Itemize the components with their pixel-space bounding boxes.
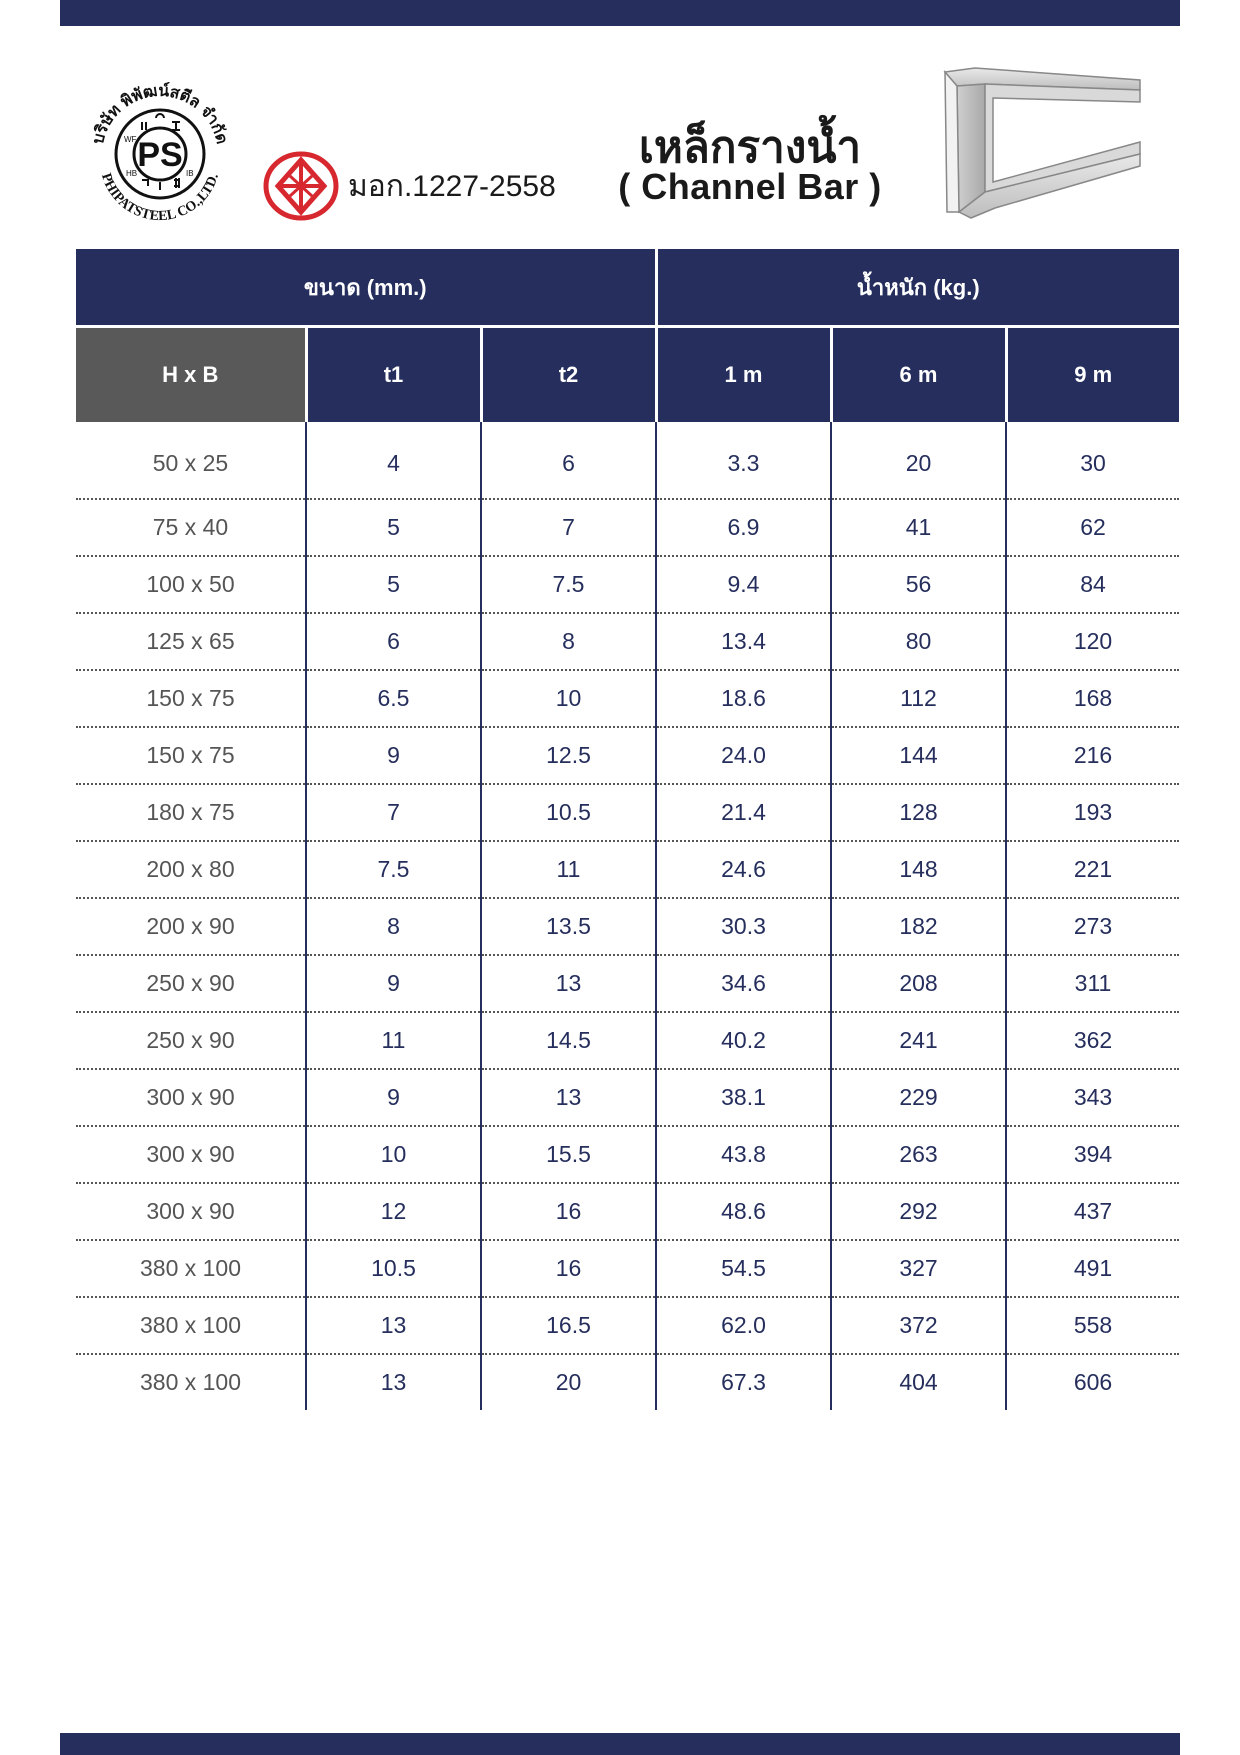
cell-hxb: 125 x 65 xyxy=(76,613,306,670)
cell-weight-6m: 263 xyxy=(831,1126,1006,1183)
cell-weight-1m: 43.8 xyxy=(656,1126,831,1183)
cell-t2: 12.5 xyxy=(481,727,656,784)
cell-t1: 13 xyxy=(306,1354,481,1410)
cell-t2: 7.5 xyxy=(481,556,656,613)
cell-hxb: 180 x 75 xyxy=(76,784,306,841)
cell-weight-6m: 182 xyxy=(831,898,1006,955)
cell-weight-6m: 144 xyxy=(831,727,1006,784)
cell-t2: 6 xyxy=(481,422,656,499)
cell-weight-9m: 193 xyxy=(1006,784,1179,841)
cell-weight-1m: 48.6 xyxy=(656,1183,831,1240)
cell-weight-9m: 491 xyxy=(1006,1240,1179,1297)
cell-weight-1m: 40.2 xyxy=(656,1012,831,1069)
cell-t2: 8 xyxy=(481,613,656,670)
column-header-1m: 1 m xyxy=(656,327,831,423)
cell-weight-1m: 24.6 xyxy=(656,841,831,898)
column-header-9m: 9 m xyxy=(1006,327,1179,423)
cell-t2: 16 xyxy=(481,1183,656,1240)
cell-t1: 9 xyxy=(306,955,481,1012)
cell-hxb: 380 x 100 xyxy=(76,1297,306,1354)
column-header-t1: t1 xyxy=(306,327,481,423)
cell-hxb: 380 x 100 xyxy=(76,1240,306,1297)
table-row xyxy=(76,1354,1179,1410)
cell-weight-6m: 148 xyxy=(831,841,1006,898)
cell-weight-9m: 120 xyxy=(1006,613,1179,670)
tis-certification-mark-icon xyxy=(262,150,340,222)
seal-thai-name: บริษัท พิพัฒน์สตีล จำกัด xyxy=(89,82,231,146)
cell-t1: 7 xyxy=(306,784,481,841)
cell-weight-9m: 216 xyxy=(1006,727,1179,784)
cell-t1: 9 xyxy=(306,1069,481,1126)
cell-t1: 10.5 xyxy=(306,1240,481,1297)
cell-weight-9m: 84 xyxy=(1006,556,1179,613)
cell-t1: 5 xyxy=(306,499,481,556)
table-row xyxy=(76,784,1179,841)
seal-english-name: PHIPATSTEEL CO.,LTD. xyxy=(97,171,222,225)
cell-hxb: 150 x 75 xyxy=(76,727,306,784)
cell-weight-1m: 38.1 xyxy=(656,1069,831,1126)
cell-weight-1m: 24.0 xyxy=(656,727,831,784)
cell-weight-9m: 30 xyxy=(1006,422,1179,499)
cell-weight-1m: 13.4 xyxy=(656,613,831,670)
cell-t1: 6.5 xyxy=(306,670,481,727)
cell-weight-6m: 112 xyxy=(831,670,1006,727)
table-row xyxy=(76,499,1179,556)
cell-t1: 12 xyxy=(306,1183,481,1240)
group-header-size: ขนาด (mm.) xyxy=(76,249,656,327)
table-row xyxy=(76,613,1179,670)
group-header-weight: น้ำหนัก (kg.) xyxy=(656,249,1179,327)
cell-weight-6m: 372 xyxy=(831,1297,1006,1354)
table-row xyxy=(76,1012,1179,1069)
cell-weight-9m: 606 xyxy=(1073,1369,1113,1395)
spec-table xyxy=(76,249,1179,1410)
cell-weight-9m: 62 xyxy=(1006,499,1179,556)
cell-t2: 11 xyxy=(481,841,656,898)
column-header-6m: 6 m xyxy=(831,327,1006,423)
cell-hxb: 75 x 40 xyxy=(76,499,306,556)
svg-text:HB: HB xyxy=(126,169,138,178)
cell-weight-9m: 273 xyxy=(1006,898,1179,955)
cell-weight-6m: 327 xyxy=(831,1240,1006,1297)
table-row xyxy=(76,955,1179,1012)
cell-t1: 4 xyxy=(306,422,481,499)
cell-weight-1m: 9.4 xyxy=(656,556,831,613)
cell-weight-9m: 311 xyxy=(1006,955,1179,1012)
cell-weight-6m: 41 xyxy=(831,499,1006,556)
cell-weight-1m: 34.6 xyxy=(656,955,831,1012)
table-row xyxy=(76,1069,1179,1126)
cell-weight-6m: 20 xyxy=(831,422,1006,499)
cell-t1: 8 xyxy=(306,898,481,955)
cell-weight-6m: 128 xyxy=(831,784,1006,841)
cell-weight-1m: 21.4 xyxy=(656,784,831,841)
tis-standard-label: มอก.1227-2558 xyxy=(348,170,556,203)
cell-weight-6m: 404 xyxy=(831,1354,1006,1410)
table-row xyxy=(76,422,1179,499)
cell-weight-6m: 80 xyxy=(831,613,1006,670)
cell-hxb: 50 x 25 xyxy=(76,422,306,499)
cell-t1: 9 xyxy=(306,727,481,784)
cell-hxb: 300 x 90 xyxy=(76,1183,306,1240)
cell-hxb: 300 x 90 xyxy=(76,1126,306,1183)
cell-hxb: 200 x 90 xyxy=(76,898,306,955)
cell-t2: 10 xyxy=(481,670,656,727)
cell-t1: 10 xyxy=(306,1126,481,1183)
cell-weight-6m: 229 xyxy=(831,1069,1006,1126)
cell-hxb: 380 x 100 xyxy=(76,1354,306,1410)
cell-weight-1m: 54.5 xyxy=(656,1240,831,1297)
cell-weight-9m: 362 xyxy=(1006,1012,1179,1069)
table-row xyxy=(76,727,1179,784)
cell-t1: 13 xyxy=(306,1297,481,1354)
table-row xyxy=(76,898,1179,955)
cell-t2: 13.5 xyxy=(481,898,656,955)
cell-hxb: 250 x 90 xyxy=(76,1012,306,1069)
cell-t1: 6 xyxy=(306,613,481,670)
table-row xyxy=(76,1297,1179,1354)
cell-t2: 14.5 xyxy=(481,1012,656,1069)
cell-weight-1m: 62.0 xyxy=(656,1297,831,1354)
cell-t1: 11 xyxy=(306,1012,481,1069)
column-header-t2: t2 xyxy=(481,327,656,423)
table-row xyxy=(76,670,1179,727)
cell-weight-1m: 67.3 xyxy=(656,1354,831,1410)
table-row xyxy=(76,841,1179,898)
cell-weight-1m: 3.3 xyxy=(656,422,831,499)
cell-weight-9m: 168 xyxy=(1006,670,1179,727)
cell-weight-1m: 18.6 xyxy=(656,670,831,727)
cell-t1: 7.5 xyxy=(306,841,481,898)
title-english: ( Channel Bar ) xyxy=(618,166,882,207)
cell-t2: 13 xyxy=(481,955,656,1012)
cell-hxb: 150 x 75 xyxy=(76,670,306,727)
ps-initials: PS xyxy=(137,136,183,174)
cell-t2: 10.5 xyxy=(481,784,656,841)
title-thai: เหล็กรางน้ำ xyxy=(638,123,862,172)
top-border-bar xyxy=(60,0,1180,26)
cell-weight-6m: 241 xyxy=(831,1012,1006,1069)
cell-t2: 16.5 xyxy=(481,1297,656,1354)
cell-weight-9m: 437 xyxy=(1006,1183,1179,1240)
table-row xyxy=(76,1183,1179,1240)
cell-t2: 16 xyxy=(481,1240,656,1297)
cell-weight-6m: 292 xyxy=(831,1183,1006,1240)
table-row xyxy=(76,1240,1179,1297)
cell-t2: 15.5 xyxy=(481,1126,656,1183)
cell-weight-9m: 343 xyxy=(1006,1069,1179,1126)
cell-t2: 7 xyxy=(481,499,656,556)
cell-hxb: 250 x 90 xyxy=(76,955,306,1012)
cell-weight-9m: 558 xyxy=(1006,1297,1179,1354)
cell-weight-1m: 30.3 xyxy=(656,898,831,955)
bottom-border-bar xyxy=(60,1733,1180,1755)
ps-company-seal-icon xyxy=(80,68,240,232)
cell-hxb: 100 x 50 xyxy=(76,556,306,613)
channel-bar-icon xyxy=(935,62,1147,224)
cell-hxb: 200 x 80 xyxy=(76,841,306,898)
cell-t2: 20 xyxy=(481,1354,656,1410)
cell-t2: 13 xyxy=(481,1069,656,1126)
cell-weight-1m: 6.9 xyxy=(656,499,831,556)
cell-weight-6m: 208 xyxy=(831,955,1006,1012)
cell-hxb: 300 x 90 xyxy=(76,1069,306,1126)
column-header-hxb: H x B xyxy=(76,327,306,423)
table-body xyxy=(76,422,1179,1410)
svg-text:IB: IB xyxy=(186,169,194,178)
cell-weight-9m: 221 xyxy=(1006,841,1179,898)
cell-weight-6m: 56 xyxy=(831,556,1006,613)
cell-weight-9m: 394 xyxy=(1006,1126,1179,1183)
svg-text:WF: WF xyxy=(124,135,137,144)
table-row xyxy=(76,1126,1179,1183)
cell-t1: 5 xyxy=(306,556,481,613)
table-row xyxy=(76,556,1179,613)
